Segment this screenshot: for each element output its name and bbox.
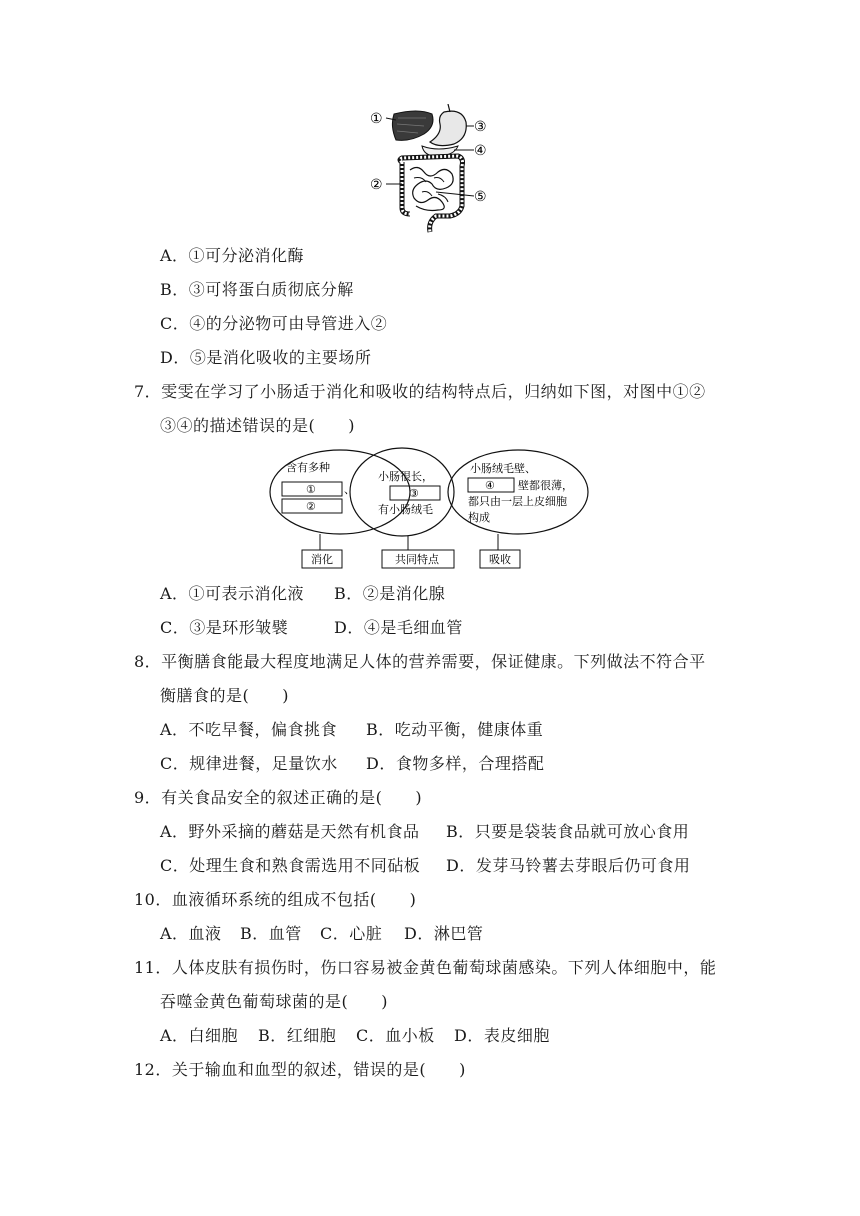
q9-options-row1 (160, 822, 689, 842)
q11-stem-line1: 11．人体皮肤有损伤时，伤口容易被金黄色葡萄球菌感染。下列人体细胞中，能 (134, 958, 717, 977)
figure-label-1: ① (370, 111, 383, 127)
q7-option-b: B．②是消化腺 (334, 584, 446, 603)
figure-label-5: ⑤ (474, 189, 487, 205)
digestive-system-figure (366, 104, 492, 236)
venn-right-line4: 构成 (468, 511, 490, 524)
q9-option-c: C．处理生食和熟食需选用不同砧板 (160, 856, 421, 875)
q6-option-a: A．①可分泌消化酶 (160, 246, 305, 265)
venn-left-box1: ① (306, 483, 316, 496)
q10-option-a: A．血液 (160, 924, 222, 943)
q8-options-row2 (160, 754, 544, 774)
q8-stem-line2: 衡膳食的是( ) (160, 686, 289, 705)
q11-option-b: B．红细胞 (258, 1026, 337, 1045)
q7-option-d: D．④是毛细血管 (334, 618, 463, 637)
q9-option-d: D．发芽马铃薯去芽眼后仍可食用 (446, 856, 691, 875)
venn-label-common: 共同特点 (395, 553, 439, 566)
venn-mid-line1: 小肠很长， (378, 470, 433, 483)
venn-left-box2: ② (306, 500, 316, 513)
q9-stem: 9．有关食品安全的叙述正确的是( ) (134, 788, 423, 807)
q7-options-row2 (160, 618, 463, 638)
venn-label-digest: 消化 (311, 553, 333, 566)
venn-left-sep: 、 (344, 483, 355, 496)
venn-right-line3: 都只由一层上皮细胞 (468, 495, 567, 508)
q6-option-b: B．③可将蛋白质彻底分解 (160, 280, 354, 299)
figure-label-2: ② (370, 177, 383, 193)
q8-stem-line1: 8．平衡膳食能最大程度地满足人体的营养需要，保证健康。下列做法不符合平 (134, 652, 706, 671)
venn-mid-box: ③ (409, 487, 419, 500)
q11-options (160, 1026, 550, 1046)
q8-option-b: B．吃动平衡，健康体重 (366, 720, 544, 739)
q11-option-c: C．血小板 (356, 1026, 435, 1045)
q10-option-b: B．血管 (240, 924, 302, 943)
q8-option-a: A．不吃早餐，偏食挑食 (160, 720, 338, 739)
venn-right-line1: 小肠绒毛壁、 (470, 462, 536, 475)
q8-option-c: C．规律进餐，足量饮水 (160, 754, 338, 773)
q7-option-a: A．①可表示消化液 (160, 584, 305, 603)
figure-label-3: ③ (474, 119, 487, 135)
venn-label-absorb: 吸收 (489, 553, 511, 566)
q9-option-a: A．野外采摘的蘑菇是天然有机食品 (160, 822, 420, 841)
q10-option-c: C．心脏 (320, 924, 383, 943)
q8-options-row1 (160, 720, 543, 740)
q7-option-c: C．③是环形皱襞 (160, 618, 289, 637)
q10-option-d: D．淋巴管 (404, 924, 484, 943)
venn-left-title: 含有多种 (286, 461, 330, 474)
q9-option-b: B．只要是袋装食品就可放心食用 (446, 822, 690, 841)
q7-options-row1 (160, 584, 445, 604)
figure-label-4: ④ (474, 143, 487, 159)
venn-right-box: ④ (485, 479, 495, 492)
q12-stem: 12．关于输血和血型的叙述，错误的是( ) (134, 1060, 466, 1079)
q7-stem-line1: 7．雯雯在学习了小肠适于消化和吸收的结构特点后，归纳如下图，对图中①② (134, 382, 706, 401)
q11-option-d: D．表皮细胞 (454, 1026, 550, 1045)
venn-mid-line2: 有小肠绒毛 (378, 503, 433, 516)
q7-stem-line2: ③④的描述错误的是( ) (160, 416, 355, 435)
q8-option-d: D．食物多样，合理搭配 (366, 754, 545, 773)
q10-options (160, 924, 483, 944)
q9-options-row2 (160, 856, 690, 876)
q11-stem-line2: 吞噬金黄色葡萄球菌的是( ) (160, 992, 388, 1011)
q10-stem: 10．血液循环系统的组成不包括( ) (134, 890, 417, 909)
q6-option-d: D．⑤是消化吸收的主要场所 (160, 348, 372, 367)
venn-right-line2: 壁都很薄， (518, 479, 573, 492)
q6-option-c: C．④的分泌物可由导管进入② (160, 314, 388, 333)
small-intestine-venn-diagram (266, 446, 592, 572)
q11-option-a: A．白细胞 (160, 1026, 239, 1045)
